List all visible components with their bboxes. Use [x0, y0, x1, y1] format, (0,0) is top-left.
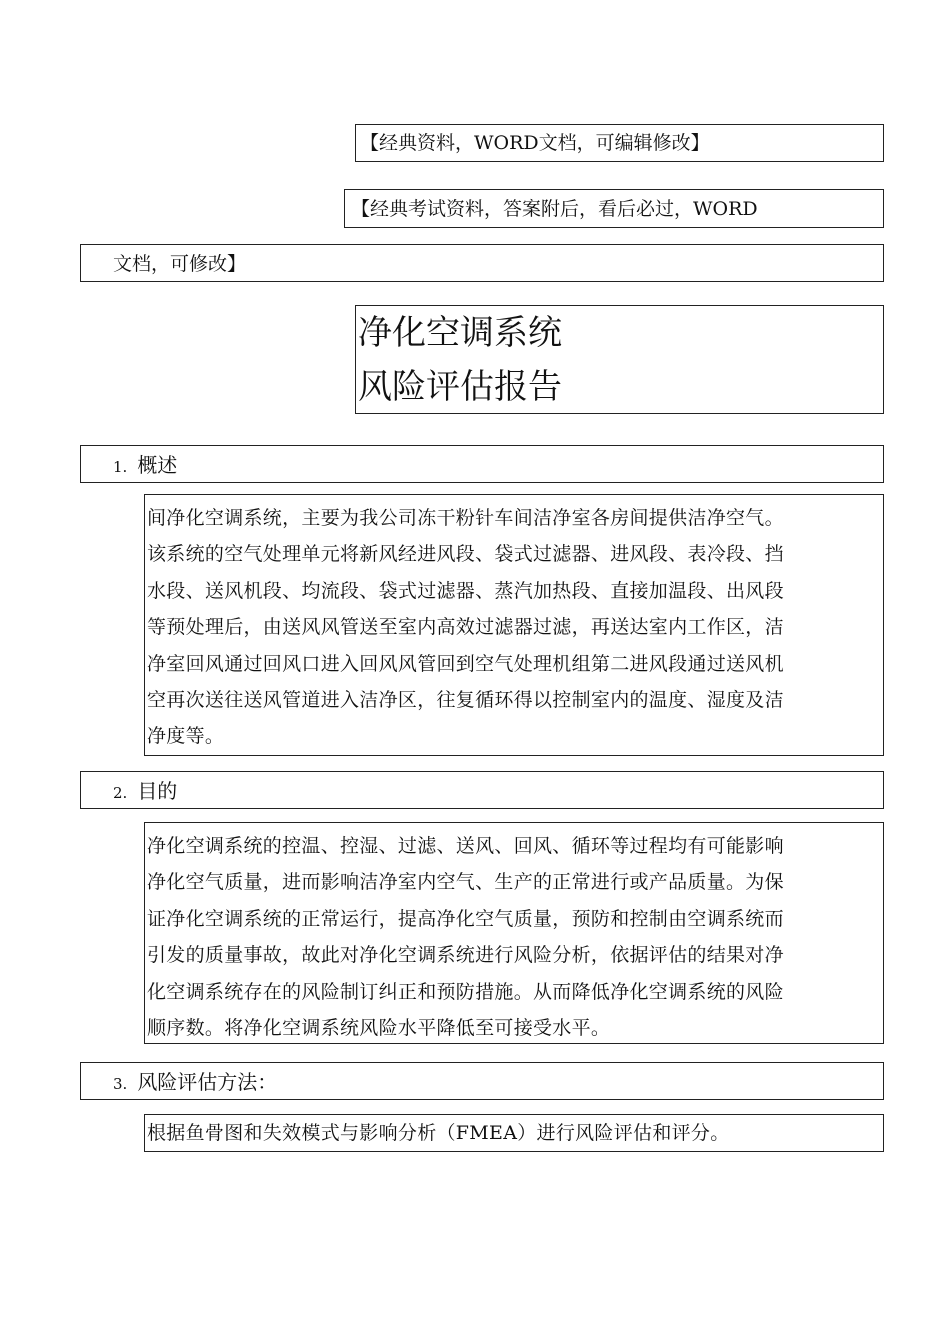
banner-exam-continued-text: 文档，可修改】 [113, 253, 247, 275]
document-title-line1: 净化空调系统 [358, 313, 562, 353]
paragraph [147, 1115, 730, 1151]
section-number: 1. [113, 458, 128, 476]
banner-editable-box [355, 124, 884, 162]
section-title: 风险评估方法： [137, 1070, 278, 1094]
paragraph-line: 间净化空调系统，主要为我公司冻干粉针车间洁净室各房间提供洁净空气。 [147, 507, 784, 529]
paragraph-line: 引发的质量事故，故此对净化空调系统进行风险分析，依据评估的结果对净 [147, 944, 784, 967]
banner-editable-text: 【经典资料，WORD文档，可编辑修改】 [360, 132, 710, 154]
section-number: 3. [113, 1075, 128, 1093]
section-method-heading [80, 1062, 884, 1100]
paragraph-line: 根据鱼骨图和失效模式与影响分析（FMEA）进行风险评估和评分。 [147, 1122, 730, 1144]
section-number: 2. [113, 784, 128, 802]
banner-exam-continued-box [80, 244, 884, 282]
section-purpose-heading [80, 771, 884, 809]
banner-exam-text: 【经典考试资料，答案附后，看后必过，WORD [351, 198, 758, 220]
paragraph [147, 828, 784, 1046]
paragraph-line: 净度等。 [147, 725, 225, 748]
section-overview-body [144, 494, 884, 756]
section-purpose-body [144, 822, 884, 1044]
section-overview-heading [80, 445, 884, 483]
paragraph-line: 化空调系统存在的风险制订纠正和预防措施。从而降低净化空调系统的风险 [147, 980, 784, 1003]
paragraph-line: 净化空气质量，进而影响洁净室内空气、生产的正常进行或产品质量。为保 [147, 871, 784, 894]
section-method-heading-row [113, 1064, 277, 1102]
section-title: 目的 [137, 779, 178, 803]
document-title-box [355, 305, 884, 414]
section-overview-heading-row [113, 447, 177, 485]
paragraph-line: 等预处理后，由送风风管送至室内高效过滤器过滤，再送达室内工作区，洁 [147, 616, 784, 639]
paragraph-line: 水段、送风机段、均流段、袋式过滤器、蒸汽加热段、直接加温段、出风段 [147, 579, 784, 602]
document-title-line2: 风险评估报告 [358, 367, 562, 407]
paragraph-line: 顺序数。将净化空调系统风险水平降低至可接受水平。 [147, 1017, 611, 1040]
section-purpose-heading-row [113, 773, 177, 811]
paragraph [147, 500, 784, 755]
banner-exam-box [344, 189, 884, 228]
paragraph-line: 净化空调系统的控温、控湿、过滤、送风、回风、循环等过程均有可能影响 [147, 835, 784, 857]
paragraph-line: 净室回风通过回风口进入回风风管回到空气处理机组第二进风段通过送风机 [147, 652, 784, 675]
paragraph-line: 空再次送往送风管道进入洁净区，往复循环得以控制室内的温度、湿度及洁 [147, 689, 784, 712]
paragraph-line: 证净化空调系统的正常运行，提高净化空气质量，预防和控制由空调系统而 [147, 907, 784, 930]
section-method-body [144, 1114, 884, 1152]
paragraph-line: 该系统的空气处理单元将新风经进风段、袋式过滤器、进风段、表冷段、挡 [147, 543, 784, 566]
section-title: 概述 [137, 453, 178, 477]
